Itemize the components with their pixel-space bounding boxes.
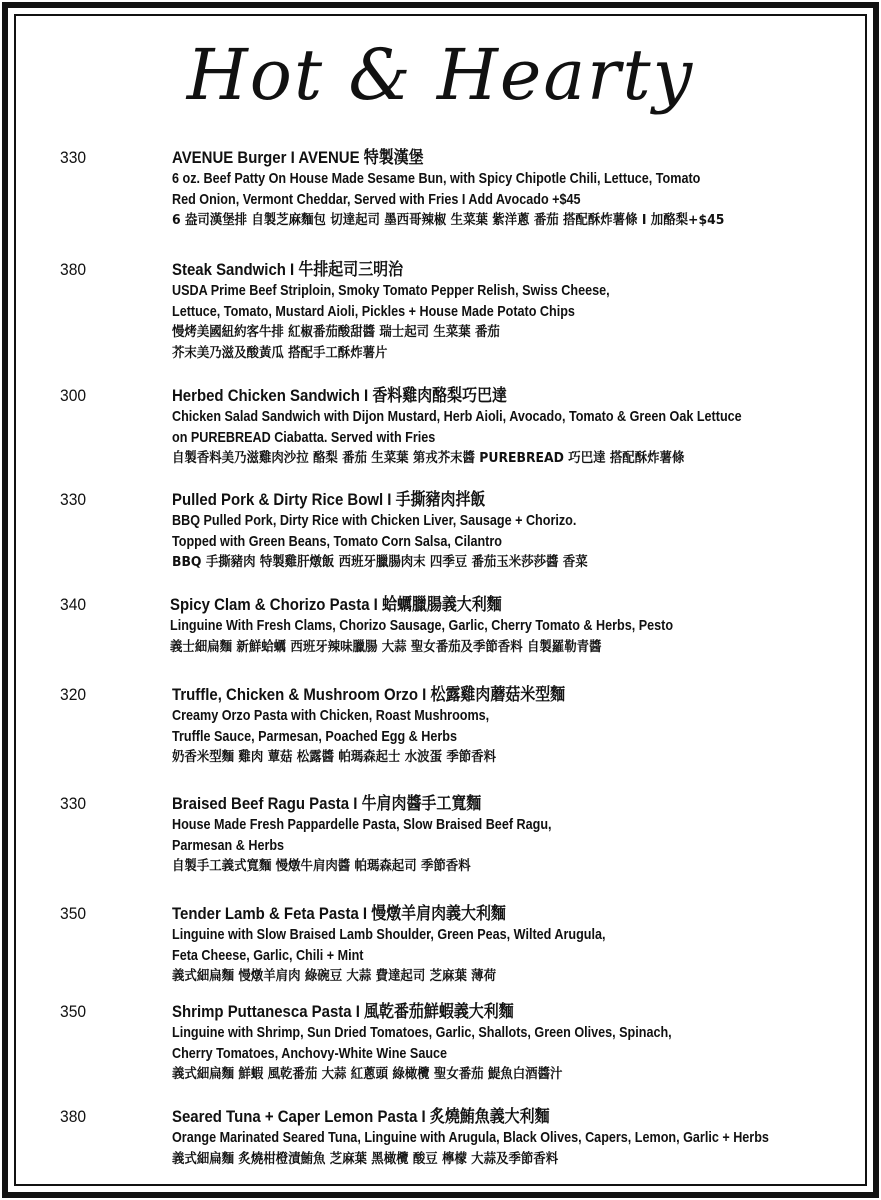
item-description: Linguine With Fresh Clams, Chorizo Sausage, Garlic, Cherry Tomato & Herbs, Pesto	[170, 617, 674, 634]
item-name: Steak Sandwich I 牛排起司三明治	[172, 260, 404, 279]
item-description: Lettuce, Tomato, Mustard Aioli, Pickles + House Made Potato Chips	[172, 302, 575, 320]
item-description-chinese: 奶香米型麵 雞肉 蕈菇 松露醬 帕瑪森起士 水波蛋 季節香料	[172, 749, 497, 765]
item-description: Parmesan & Herbs	[172, 836, 285, 854]
item-name: Herbed Chicken Sandwich I 香料雞肉酪梨巧巴達	[172, 386, 507, 405]
item-description: Truffle Sauce, Parmesan, Poached Egg & Herbs	[172, 727, 457, 745]
item-description: House Made Fresh Pappardelle Pasta, Slow Braised Beef Ragu,	[172, 816, 552, 833]
item-description: Linguine with Shrimp, Sun Dried Tomatoes, Garlic, Shallots, Green Olives, Spinach,	[172, 1024, 672, 1041]
item-description: on PUREBREAD Ciabatta. Served with Fries	[172, 428, 436, 446]
item-description: Creamy Orzo Pasta with Chicken, Roast Mushrooms,	[172, 707, 490, 724]
item-description-chinese: 義式細扁麵 慢燉羊肩肉 綠碗豆 大蒜 費達起司 芝麻葉 薄荷	[172, 968, 497, 984]
item-price: 380	[60, 1107, 87, 1126]
item-description: BBQ Pulled Pork, Dirty Rice with Chicken Liver, Sausage + Chorizo.	[172, 512, 577, 529]
item-description-chinese: 自製手工義式寬麵 慢燉牛肩肉醬 帕瑪森起司 季節香料	[172, 858, 471, 874]
item-name: AVENUE Burger I AVENUE 特製漢堡	[172, 148, 424, 167]
item-price: 350	[60, 1002, 87, 1021]
item-description: Chicken Salad Sandwich with Dijon Mustard, Herb Aioli, Avocado, Tomato & Green Oak Lettuce	[172, 408, 742, 425]
item-price: 380	[60, 260, 87, 279]
item-description: USDA Prime Beef Striploin, Smoky Tomato Pepper Relish, Swiss Cheese,	[172, 282, 610, 299]
item-description: Linguine with Slow Braised Lamb Shoulder, Green Peas, Wilted Arugula,	[172, 926, 606, 943]
item-description-chinese: 義士細扁麵 新鮮蛤蠣 西班牙辣味臘腸 大蒜 聖女番茄及季節香料 自製羅勒青醬	[170, 638, 602, 655]
item-name: Tender Lamb & Feta Pasta I 慢燉羊肩肉義大利麵	[172, 904, 506, 923]
item-price: 330	[60, 490, 87, 509]
item-description-chinese: 6 盎司漢堡排 自製芝麻麵包 切達起司 墨西哥辣椒 生菜葉 紫洋蔥 番茄 搭配酥炸薯條 I 加酪梨+$45	[172, 212, 725, 228]
item-description-chinese: 義式細扁麵 鮮蝦 風乾番茄 大蒜 紅蔥頭 綠橄欖 聖女番茄 鯷魚白酒醬汁	[172, 1066, 563, 1082]
item-description-chinese: 芥末美乃滋及酸黃瓜 搭配手工酥炸薯片	[172, 344, 388, 361]
item-description-chinese: 義式細扁麵 炙燒柑橙漬鮪魚 芝麻葉 黑橄欖 酸豆 檸檬 大蒜及季節香料	[172, 1150, 559, 1167]
item-price: 350	[60, 904, 87, 923]
item-price: 330	[60, 794, 87, 813]
menu-title: Hot & Hearty	[186, 34, 695, 116]
item-price: 300	[60, 386, 87, 405]
item-description: Orange Marinated Seared Tuna, Linguine with Arugula, Black Olives, Capers, Lemon, Garlic + Herbs	[172, 1129, 769, 1146]
item-description: Feta Cheese, Garlic, Chili + Mint	[172, 946, 364, 964]
item-price: 330	[60, 148, 87, 167]
item-description: 6 oz. Beef Patty On House Made Sesame Bun, with Spicy Chipotle Chili, Lettuce, Tomato	[172, 170, 701, 187]
item-name: Pulled Pork & Dirty Rice Bowl I 手撕豬肉拌飯	[172, 490, 486, 509]
item-name: Shrimp Puttanesca Pasta I 風乾番茄鮮蝦義大利麵	[172, 1002, 514, 1021]
item-price: 320	[60, 685, 87, 704]
item-name: Seared Tuna + Caper Lemon Pasta I 炙燒鮪魚義大利麵	[172, 1107, 550, 1126]
item-price: 340	[60, 595, 87, 614]
item-description: Topped with Green Beans, Tomato Corn Salsa, Cilantro	[172, 532, 502, 550]
item-description-chinese: 慢烤美國紐約客牛排 紅椒番茄酸甜醬 瑞士起司 生菜葉 番茄	[172, 324, 500, 340]
item-description: Cherry Tomatoes, Anchovy-White Wine Sauce	[172, 1044, 448, 1062]
item-name: Truffle, Chicken & Mushroom Orzo I 松露雞肉蘑菇米型麵	[172, 685, 566, 704]
item-description-chinese: BBQ 手撕豬肉 特製雞肝燉飯 西班牙臘腸肉末 四季豆 番茄玉米莎莎醬 香菜	[172, 554, 588, 570]
item-name: Braised Beef Ragu Pasta I 牛肩肉醬手工寬麵	[172, 794, 482, 813]
item-description-chinese: 自製香料美乃滋雞肉沙拉 酪梨 番茄 生菜葉 第戎芥末醬 PUREBREAD 巧巴達 搭配酥炸薯條	[172, 450, 685, 466]
item-name: Spicy Clam & Chorizo Pasta I 蛤蠣臘腸義大利麵	[170, 595, 502, 614]
item-description: Red Onion, Vermont Cheddar, Served with Fries I Add Avocado +$45	[172, 190, 581, 208]
